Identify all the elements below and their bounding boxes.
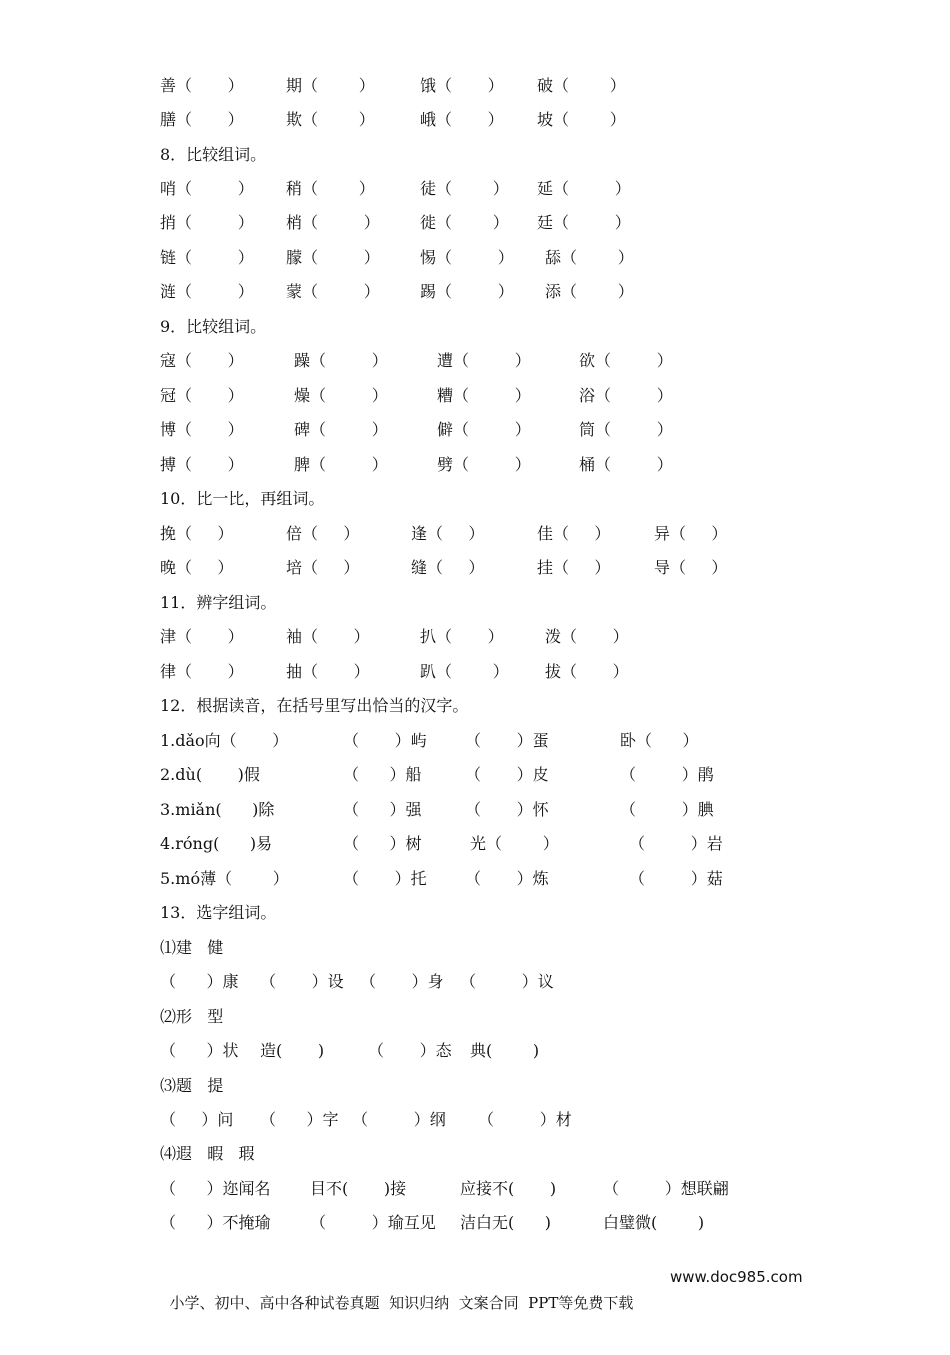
word-cell: （ ）想联翩 (603, 1179, 729, 1198)
word-cell: （ ）纲 (352, 1110, 446, 1129)
word-cell: 糟（ ） (437, 386, 531, 405)
subq-4-chars: ⑷遐 暇 瑕 (160, 1144, 255, 1163)
word-cell: 应接不( ) (460, 1179, 557, 1198)
word-cell: 稍（ ） (286, 179, 375, 198)
word-cell: （ ）蛋 (465, 731, 549, 750)
word-cell: （ ）船 (343, 765, 422, 784)
word-cell: 桶（ ） (579, 455, 673, 474)
word-cell: 津（ ） (160, 627, 244, 646)
word-cell: 峨（ ） (420, 110, 504, 129)
word-cell: 廷（ ） (537, 213, 631, 232)
word-cell: 泼（ ） (545, 627, 629, 646)
subq-4-row-1 (160, 1177, 729, 1201)
subq-2-row (160, 1039, 540, 1063)
subq-3-chars: ⑶题 提 (160, 1076, 224, 1095)
question-10-heading: 10．比一比，再组词。 (160, 489, 325, 508)
word-cell: 目不( )接 (310, 1179, 407, 1198)
row-lian (160, 246, 634, 270)
row-du (160, 763, 714, 787)
word-cell: 坡（ ） (537, 110, 626, 129)
row-rong (160, 832, 723, 856)
row-jin (160, 625, 629, 649)
subq-1-chars: ⑴建 健 (160, 938, 224, 957)
word-cell: 膳（ ） (160, 110, 244, 129)
page-footer (160, 1264, 803, 1312)
word-cell: （ ）议 (460, 972, 554, 991)
word-cell: 异（ ） (654, 524, 728, 543)
word-cell: 躁（ ） (294, 351, 388, 370)
word-cell: （ ）字 (260, 1110, 339, 1129)
word-cell: 期（ ） (286, 76, 375, 95)
row-shan (160, 74, 626, 98)
word-cell: 5.mó薄（ ） (160, 869, 289, 888)
word-cell: （ ）迩闻名 (160, 1179, 271, 1198)
word-cell: 1.dǎo向（ ） (160, 731, 289, 750)
word-cell: （ ）态 (368, 1041, 452, 1060)
row-kou (160, 349, 673, 373)
question-8-heading: 8．比较组词。 (160, 145, 267, 164)
footer-text: 小学、初中、高中各种试卷真题 知识归纳 文案合同 PPT等免费下载 (169, 1294, 634, 1312)
word-cell: （ ）怀 (465, 800, 549, 819)
word-cell: （ ）问 (160, 1110, 234, 1129)
word-cell: 光（ ） (470, 834, 559, 853)
word-cell: 惕（ ） (420, 248, 514, 267)
word-cell: （ ）腆 (620, 800, 714, 819)
word-cell: （ ）康 (160, 972, 239, 991)
word-cell: （ ）鹃 (620, 765, 714, 784)
word-cell: 蒙（ ） (286, 282, 380, 301)
word-cell: 4.róng( )易 (160, 834, 273, 853)
word-cell: 徙（ ） (420, 213, 509, 232)
word-cell: 洁白无( ) (460, 1213, 552, 1232)
word-cell: 碑（ ） (294, 420, 388, 439)
row-lv (160, 660, 629, 684)
subq-3-row (160, 1108, 572, 1132)
word-cell: 律（ ） (160, 662, 244, 681)
word-cell: 扒（ ） (420, 627, 504, 646)
footer-site-link[interactable]: www.doc985.com (670, 1268, 803, 1286)
question-9-heading: 9．比较组词。 (160, 317, 267, 336)
word-cell: （ ）瑜互见 (310, 1213, 436, 1232)
word-cell: （ ）材 (478, 1110, 572, 1129)
word-cell: 挽（ ） (160, 524, 234, 543)
word-cell: 善（ ） (160, 76, 244, 95)
word-cell: 导（ ） (654, 558, 728, 577)
word-cell: 捎（ ） (160, 213, 254, 232)
word-cell: 延（ ） (537, 179, 631, 198)
word-cell: （ ）炼 (465, 869, 549, 888)
word-cell: 袖（ ） (286, 627, 370, 646)
word-cell: （ ）皮 (465, 765, 549, 784)
word-cell: 抽（ ） (286, 662, 370, 681)
row-lian2 (160, 280, 634, 304)
word-cell: 挂（ ） (537, 558, 611, 577)
subq-1-row (160, 970, 554, 994)
word-cell: 2.dù( )假 (160, 765, 260, 784)
word-cell: （ ）状 (160, 1041, 239, 1060)
word-cell: 劈（ ） (437, 455, 531, 474)
word-cell: 白璧微( ) (603, 1213, 705, 1232)
row-shan2 (160, 108, 626, 132)
row-dao (160, 729, 699, 753)
word-cell: 筒（ ） (579, 420, 673, 439)
row-wan (160, 522, 728, 546)
word-cell: 欺（ ） (286, 110, 375, 129)
word-cell: （ ）设 (260, 972, 344, 991)
row-mo (160, 867, 723, 891)
word-cell: （ ）树 (343, 834, 422, 853)
word-cell: 链（ ） (160, 248, 254, 267)
word-cell: 遭（ ） (437, 351, 531, 370)
row-wan2 (160, 556, 728, 580)
question-12-heading: 12．根据读音，在括号里写出恰当的汉字。 (160, 696, 469, 715)
word-cell: （ ）强 (343, 800, 422, 819)
word-cell: 趴（ ） (420, 662, 509, 681)
word-cell: （ ）菇 (629, 869, 723, 888)
word-cell: 典( ) (470, 1041, 540, 1060)
word-cell: 3.miǎn( )除 (160, 800, 275, 819)
row-shao2 (160, 211, 631, 235)
word-cell: 缝（ ） (411, 558, 485, 577)
word-cell: 朦（ ） (286, 248, 380, 267)
word-cell: 倍（ ） (286, 524, 360, 543)
word-cell: 佳（ ） (537, 524, 611, 543)
word-cell: 寇（ ） (160, 351, 244, 370)
question-13-heading: 13．选字组词。 (160, 903, 277, 922)
row-bo2 (160, 453, 673, 477)
word-cell: 逢（ ） (411, 524, 485, 543)
row-bo (160, 418, 673, 442)
word-cell: 造( ) (260, 1041, 325, 1060)
word-cell: 晚（ ） (160, 558, 234, 577)
word-cell: 培（ ） (286, 558, 360, 577)
word-cell: 哨（ ） (160, 179, 254, 198)
word-cell: 脾（ ） (294, 455, 388, 474)
word-cell: （ ）不掩瑜 (160, 1213, 271, 1232)
word-cell: 欲（ ） (579, 351, 673, 370)
word-cell: 僻（ ） (437, 420, 531, 439)
word-cell: 踢（ ） (420, 282, 514, 301)
word-cell: （ ）托 (343, 869, 427, 888)
word-cell: 饿（ ） (420, 76, 504, 95)
word-cell: 舔（ ） (545, 248, 634, 267)
word-cell: 涟（ ） (160, 282, 254, 301)
word-cell: 破（ ） (537, 76, 626, 95)
word-cell: 燥（ ） (294, 386, 388, 405)
subq-4-row-2 (160, 1211, 705, 1235)
word-cell: 梢（ ） (286, 213, 380, 232)
row-shao (160, 177, 631, 201)
word-cell: 搏（ ） (160, 455, 244, 474)
word-cell: 博（ ） (160, 420, 244, 439)
word-cell: 冠（ ） (160, 386, 244, 405)
word-cell: 卧（ ） (620, 731, 699, 750)
word-cell: （ ）屿 (343, 731, 427, 750)
word-cell: （ ）岩 (629, 834, 723, 853)
question-11-heading: 11．辨字组词。 (160, 593, 277, 612)
word-cell: 浴（ ） (579, 386, 673, 405)
word-cell: 拔（ ） (545, 662, 629, 681)
subq-2-chars: ⑵形 型 (160, 1007, 224, 1026)
row-guan (160, 384, 673, 408)
word-cell: 徒（ ） (420, 179, 509, 198)
word-cell: （ ）身 (360, 972, 444, 991)
row-mian (160, 798, 714, 822)
word-cell: 添（ ） (545, 282, 634, 301)
